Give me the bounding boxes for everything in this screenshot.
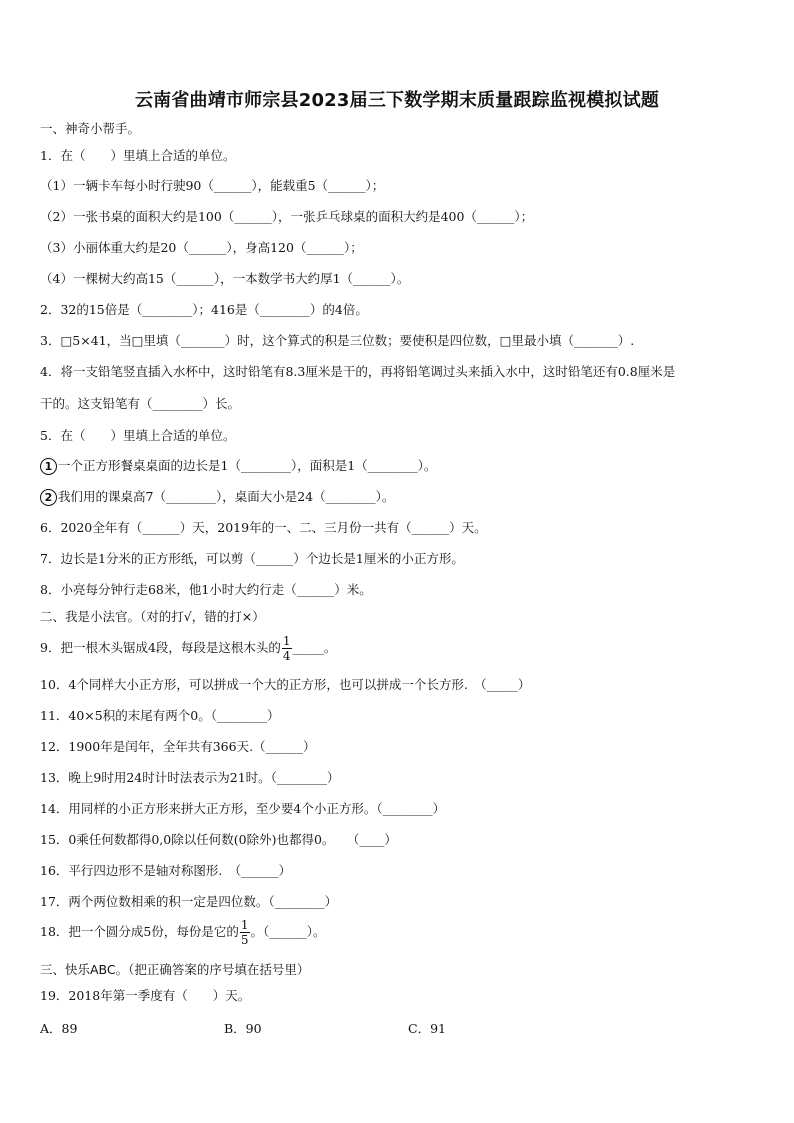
question-1-part-3: （3）小丽体重大约是20（______），身高120（______）；	[40, 240, 363, 255]
question-18	[40, 916, 326, 948]
question-5-part-1	[40, 458, 436, 475]
question-12: 12．1900年是闰年，全年共有366天.（______）	[40, 739, 316, 754]
question-18-text: 18．把一个圆分成5份，每份是它的	[40, 924, 239, 939]
question-1-part-4: （4）一棵树大约高15（______），一本数学书大约厚1（______）。	[40, 271, 410, 286]
question-5-part-2	[40, 489, 394, 506]
question-3: 3．□5×41，当□里填（_______）时，这个算式的积是三位数；要使积是四位数，□里最小填（_______）.	[40, 333, 635, 348]
section-1-heading: 一、神奇小帮手。	[40, 121, 141, 136]
question-7: 7．边长是1分米的正方形纸，可以剪（______）个边长是1厘米的小正方形。	[40, 551, 464, 566]
fraction-numerator: 1	[282, 634, 291, 648]
option-c: C．91	[408, 1021, 446, 1036]
question-9	[40, 632, 336, 664]
section-3-heading: 三、快乐ABC。（把正确答案的序号填在括号里）	[40, 962, 310, 977]
fraction-denominator: 5	[240, 933, 249, 947]
fraction-numerator: 1	[240, 918, 249, 932]
question-18-blank: 。（______）。	[250, 924, 326, 939]
question-13: 13．晚上9时用24时计时法表示为21时。（________）	[40, 770, 340, 785]
question-17: 17．两个两位数相乘的积一定是四位数。（________）	[40, 894, 338, 909]
question-6: 6．2020全年有（______）天，2019年的一、二、三月份一共有（______）天。	[40, 520, 487, 535]
question-9-blank: _____。	[292, 640, 337, 655]
option-a: A．89	[40, 1021, 78, 1036]
question-11: 11．40×5积的末尾有两个0。（________）	[40, 708, 280, 723]
circled-number-1: 1	[40, 458, 57, 475]
question-10: 10．4个同样大小正方形，可以拼成一个大的正方形，也可以拼成一个长方形. （_____）	[40, 677, 531, 692]
option-b: B．90	[224, 1021, 262, 1036]
circled-number-2: 2	[40, 489, 57, 506]
question-5: 5．在（ ）里填上合适的单位。	[40, 428, 236, 443]
question-14: 14．用同样的小正方形来拼大正方形，至少要4个小正方形。（________）	[40, 801, 446, 816]
fraction-denominator: 4	[282, 649, 291, 663]
fraction-one-quarter	[282, 634, 292, 663]
question-9-text: 9．把一根木头锯成4段，每段是这根木头的	[40, 640, 281, 655]
question-19: 19．2018年第一季度有（ ）天。	[40, 988, 251, 1003]
section-2-heading: 二、我是小法官。（对的打√，错的打×）	[40, 609, 265, 624]
question-1-part-2: （2）一张书桌的面积大约是100（______），一张乒乓球桌的面积大约是400（______）；	[40, 209, 534, 224]
question-5-part-2-text: 我们用的课桌高7（________），桌面大小是24（________）。	[58, 489, 395, 504]
question-4-line-2: 干的。这支铅笔有（________）长。	[40, 396, 241, 411]
question-15: 15．0乘任何数都得0,0除以任何数(0除外)也都得0。 （____）	[40, 832, 397, 847]
question-1-part-1: （1）一辆卡车每小时行驶90（______），能载重5（______）；	[40, 178, 385, 193]
fraction-one-fifth	[240, 918, 250, 947]
question-2: 2．32的15倍是（________）；416是（________）的4倍。	[40, 302, 368, 317]
question-1: 1．在（ ）里填上合适的单位。	[40, 148, 236, 163]
question-16: 16．平行四边形不是轴对称图形. （______）	[40, 863, 292, 878]
question-8: 8．小亮每分钟行走68米，他1小时大约行走（______）米。	[40, 582, 372, 597]
page-title: 云南省曲靖市师宗县2023届三下数学期末质量跟踪监视模拟试题	[134, 90, 660, 111]
question-4-line-1: 4．将一支铅笔竖直插入水杯中，这时铅笔有8.3厘米是干的，再将铅笔调过头来插入水中，这时铅笔还有0.8厘米是	[40, 364, 676, 379]
question-5-part-1-text: 一个正方形餐桌桌面的边长是1（________），面积是1（________）。	[58, 458, 437, 473]
